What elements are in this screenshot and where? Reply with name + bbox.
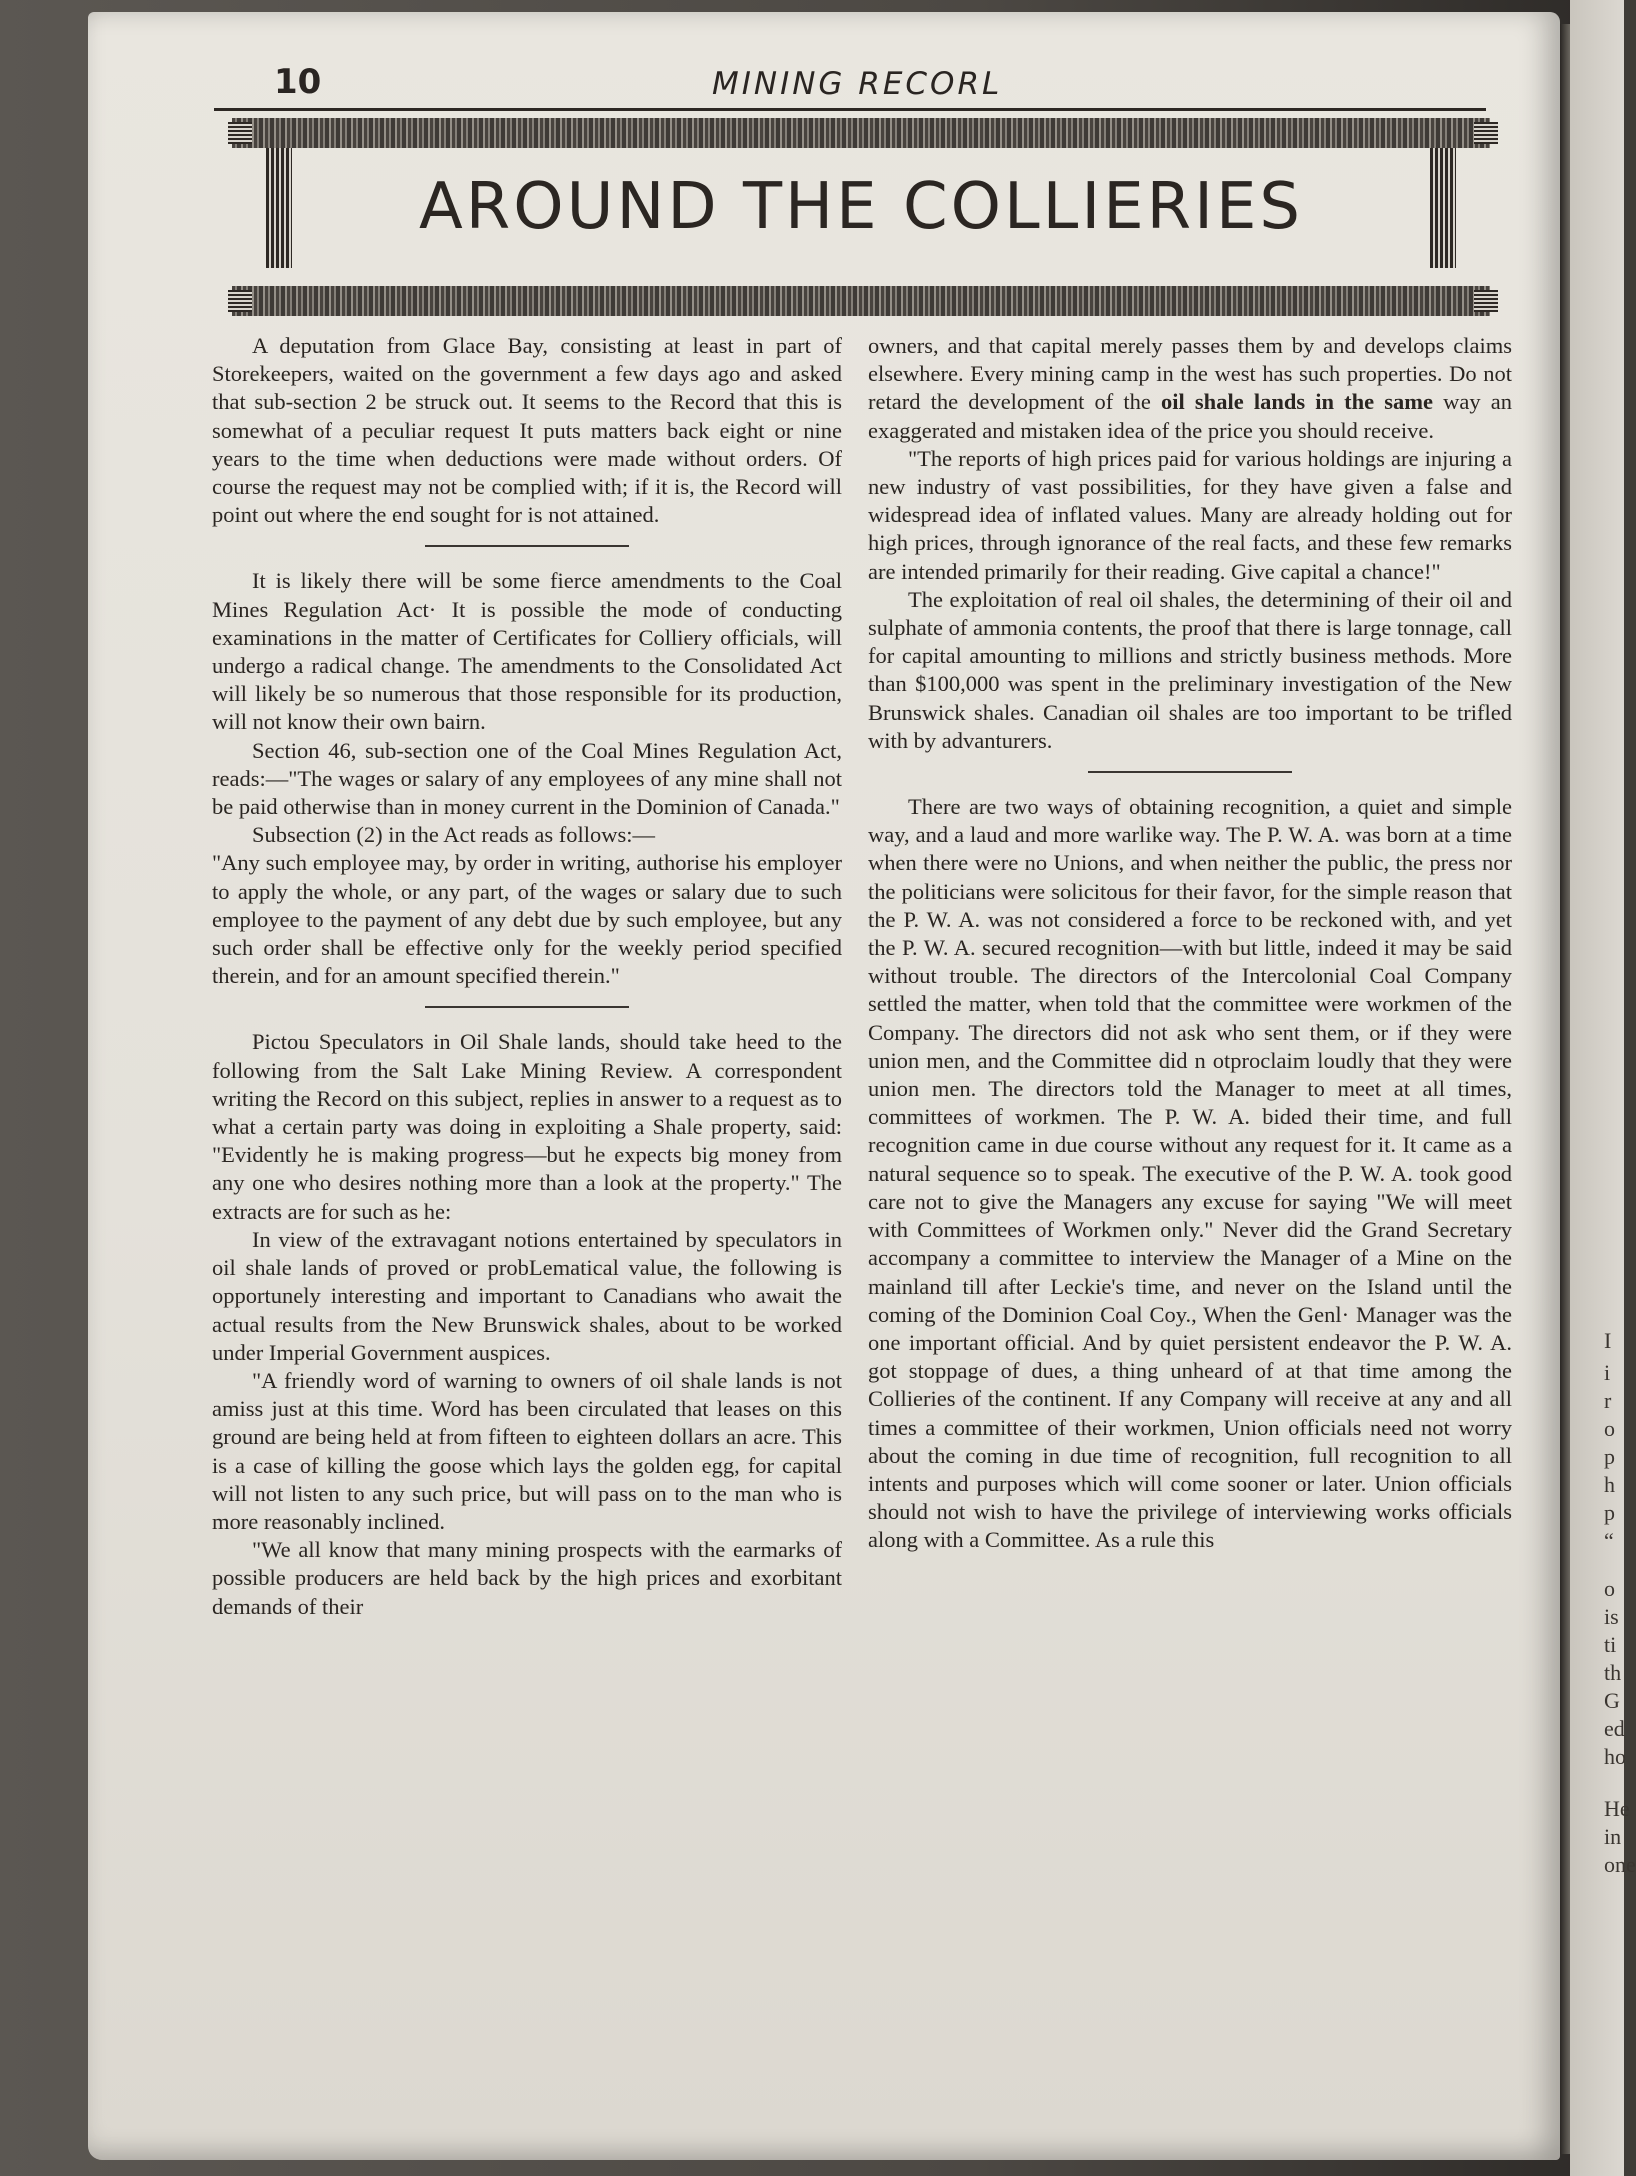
paragraph: "We all know that many mining prospects with the earmarks of possible producers are held back by the high prices and exorbitant demands of their <box>212 1537 842 1619</box>
next-page-fragment: “ <box>1604 1528 1614 1553</box>
next-page-fragment: p <box>1604 1444 1615 1469</box>
left-column <box>212 332 842 1621</box>
next-page-fragment: ti <box>1604 1632 1617 1657</box>
next-page-fragment: p <box>1604 1500 1615 1525</box>
running-header <box>212 62 1502 110</box>
banner-top-bar <box>232 118 1490 148</box>
next-page-fragment: th <box>1604 1660 1622 1685</box>
page-gutter-shadow <box>1560 24 1570 2154</box>
next-page-fragment: i <box>1604 1360 1611 1385</box>
page-number: 10 <box>274 62 322 102</box>
banner-corner-ornament <box>1474 290 1498 312</box>
next-page-fragment: in <box>1604 1824 1622 1849</box>
text-run: owners, and that capital merely passes them by and develops claims elsewhere. Every mining camp in the west has such properties. Do not retard the development of the <box>868 333 1512 415</box>
running-title: MINING RECORL <box>712 66 1003 102</box>
next-page-fragment: r <box>1604 1388 1612 1413</box>
next-page-edge <box>1570 0 1636 2176</box>
paragraph: "The reports of high prices paid for various holdings are injuring a new industry of vast possibilities, for they have given a false and widespread idea of inflated values. Many are already holding out for high prices, through ignorance of the real facts, and these few remarks are intended primarily for their reading. Give capital a chance!" <box>868 445 1512 584</box>
section-divider <box>425 1006 629 1008</box>
next-page-fragment: G <box>1604 1688 1620 1713</box>
section-divider <box>425 545 629 547</box>
bold-text-run: oil shale lands in the same <box>1161 389 1433 415</box>
next-page-fragment: He <box>1604 1796 1630 1821</box>
header-rule <box>214 108 1486 111</box>
banner-corner-ornament <box>1474 122 1498 144</box>
paragraph: "A friendly word of warning to owners of oil shale lands is not amiss just at this time. Word has been circulated that leases on this ground are being held at from fifteen to eighteen dollars an acre. This is a case of killing the goose which lays the golden egg, for capital will not listen to any such price, but will pass on to the man who is more reasonably inclined. <box>212 1367 842 1534</box>
paragraph: There are two ways of obtaining recognition, a quiet and simple way, and a laud and more warlike way. The P. W. A. was born at a time when there were no Unions, and when neither the public, the press nor the politicians were solicitous for their favor, for the simple reason that the P. W. A. was not considered a force to be reckoned with, and yet the P. W. A. secured recognition—with but little, indeed it may be said without trouble. The directors of the Intercolonial Coal Company settled the matter, when told that the committee were workmen of the Company. The directors did not ask who sent them, or if they were union men, and the Committee did n otproclaim loudly that they were union men. The directors told the Manager to meet at all times, committees of workmen. The P. W. A. bided their time, and full recognition came in due course without any request for it. It came as a natural sequence so to speak. The executive of the P. W. A. took good care not to give the Managers any excuse for saying "We will meet with Committees of Workmen only." Never did the Grand Secretary accompany a committee to interview the Manager of a Mine on the mainland till after Leckie's time, and never on the Island until the coming of the Dominion Coal Coy., When the Genl· Manager was the one important official. And by quiet persistent endeavor the P. W. A. got stoppage of dues, a thing unheard of at that time among the Collieries of the continent. If any Company will receive at any and all times a committee of their workmen, Union officials need not worry about the coming in due time of recognition, full recognition to all intents and purposes which will come sooner or later. Union officials should not wish to have the privilege of interviewing works officials along with a Committee. As a rule this <box>868 794 1512 1553</box>
next-page-fragment: o <box>1604 1576 1615 1601</box>
text-run: way an exaggerated and mistaken idea of the price you should receive. <box>868 389 1512 443</box>
next-page-fragment: ed <box>1604 1716 1625 1741</box>
next-page-fragment: I <box>1604 1328 1612 1353</box>
paragraph: It is likely there will be some fierce amendments to the Coal Mines Regulation Act· It is possible the mode of conducting examinations in the matter of Certificates for Colliery officials, will undergo a radical change. The amendments to the Consolidated Act will likely be so numerous that those responsible for its production, will not know their own bairn. <box>212 568 842 735</box>
paragraph: Subsection (2) in the Act reads as follows:— <box>252 822 656 848</box>
banner-corner-ornament <box>228 122 252 144</box>
paragraph <box>868 332 1512 445</box>
paragraph: "Any such employee may, by order in writing, authorise his employer to apply the whole, or any part, of the wages or salary due to such employee to the payment of any debt due by such employee, but any such order shall be effective only for the weekly period specified therein, and for an amount specified therein." <box>212 850 842 989</box>
next-page-fragment: h <box>1604 1472 1615 1497</box>
right-column <box>868 332 1512 1555</box>
section-banner <box>232 118 1490 318</box>
next-page-fragment: one <box>1604 1852 1636 1877</box>
paragraph: The exploitation of real oil shales, the determining of their oil and sulphate of ammonia contents, the proof that there is large tonnage, call for capital amounting to millions and strictly business methods. More than $100,000 was spent in the preliminary investigation of the New Brunswick shales. Canadian oil shales are too important to be trifled with by advanturers. <box>868 586 1512 753</box>
section-divider <box>1088 771 1292 773</box>
paragraph: Section 46, sub-section one of the Coal Mines Regulation Act, reads:—"The wages or salary of any employees of any mine shall not be paid otherwise than in money current in the Dominion of Canada." <box>212 737 842 820</box>
paragraph: In view of the extravagant notions entertained by speculators in oil shale lands of proved or probLematical value, the following is opportunely interesting and important to Canadians who await the actual results from the New Brunswick shales, about to be worked under Imperial Government auspices. <box>212 1226 842 1365</box>
banner-bottom-bar <box>232 286 1490 316</box>
next-page-fragment: ho <box>1604 1744 1626 1769</box>
next-page-fragment: o <box>1604 1416 1615 1441</box>
paragraph: Pictou Speculators in Oil Shale lands, should take heed to the following from the Salt Lake Mining Review. A correspondent writing the Record on this subject, replies in answer to a request as to what a certain party was doing in exploiting a Shale property, said: "Evidently he is making progress—but he expects big money from any one who desires nothing more than a look at the property." The extracts are for such as he: <box>212 1029 842 1224</box>
banner-corner-ornament <box>228 290 252 312</box>
section-title: AROUND THE COLLIERIES <box>418 170 1304 244</box>
paragraph: A deputation from Glace Bay, consisting at least in part of Storekeepers, waited on the government a few days ago and asked that sub-section 2 be struck out. It seems to the Record that this is somewhat of a peculiar request It puts matters back eight or nine years to the time when deductions were made without orders. Of course the request may not be complied with; if it is, the Record will point out where the end sought for is not attained. <box>212 333 842 528</box>
next-page-fragment: is <box>1604 1604 1619 1629</box>
